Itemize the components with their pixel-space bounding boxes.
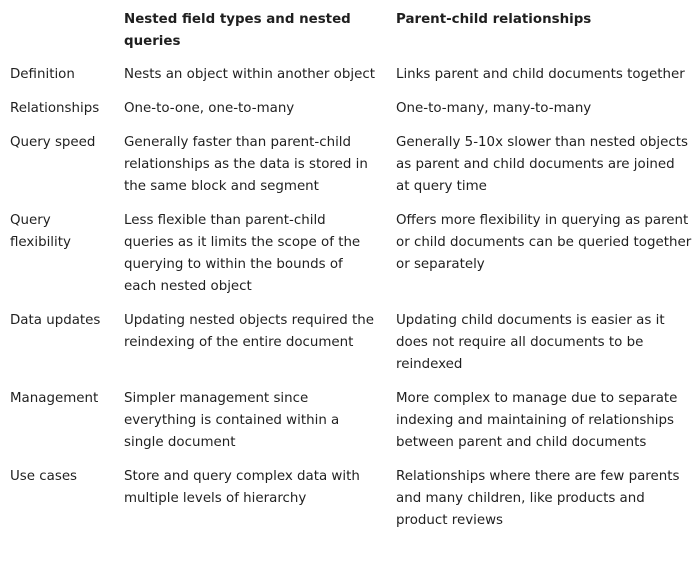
- parent-child-cell: One-to-many, many-to-many: [396, 101, 592, 116]
- header-empty-cell: [0, 7, 114, 62]
- row-label: Query speed: [10, 135, 96, 150]
- table-row-data-updates: [0, 308, 700, 386]
- nested-cell: Store and query complex data with multiple levels of hierarchy: [124, 469, 360, 506]
- nested-cell: One-to-one, one-to-many: [124, 101, 295, 116]
- header-row: [0, 7, 700, 62]
- table-row-query-flexibility: [0, 208, 700, 308]
- row-label: Data updates: [10, 313, 101, 328]
- nested-cell: Updating nested objects required the reindexing of the entire document: [124, 313, 375, 350]
- parent-child-cell: Updating child documents is easier as it does not require all documents to be reindexed: [396, 313, 665, 372]
- parent-child-cell: Links parent and child documents together: [396, 67, 685, 82]
- table-row-query-speed: [0, 130, 700, 208]
- nested-cell: Generally faster than parent-child relationships as the data is stored in the same block and segment: [124, 135, 368, 194]
- header-parent-child: Parent-child relationships: [396, 12, 592, 27]
- nested-cell: Less flexible than parent-child queries as it limits the scope of the querying to within the bounds of each nested object: [124, 213, 361, 294]
- parent-child-cell: Offers more flexibility in querying as parent or child documents can be queried together or separately: [396, 213, 692, 272]
- table-row-definition: [0, 62, 700, 96]
- row-label: Use cases: [10, 469, 78, 484]
- parent-child-cell: Relationships where there are few parents and many children, like products and product reviews: [396, 469, 680, 528]
- table-row-management: [0, 386, 700, 464]
- parent-child-cell: Generally 5-10x slower than nested objects as parent and child documents are joined at query time: [396, 135, 688, 194]
- nested-cell: Nests an object within another object: [124, 67, 375, 82]
- row-label: Management: [10, 391, 99, 406]
- comparison-table: [0, 7, 700, 542]
- row-label: Definition: [10, 67, 75, 82]
- header-nested: Nested field types and nested queries: [124, 12, 351, 49]
- nested-cell: Simpler management since everything is contained within a single document: [124, 391, 340, 450]
- row-label: Relationships: [10, 101, 100, 116]
- table-row-use-cases: [0, 464, 700, 542]
- row-label: Query flexibility: [10, 213, 71, 250]
- table-row-relationships: [0, 96, 700, 130]
- parent-child-cell: More complex to manage due to separate indexing and maintaining of relationships between parent and child documents: [396, 391, 678, 450]
